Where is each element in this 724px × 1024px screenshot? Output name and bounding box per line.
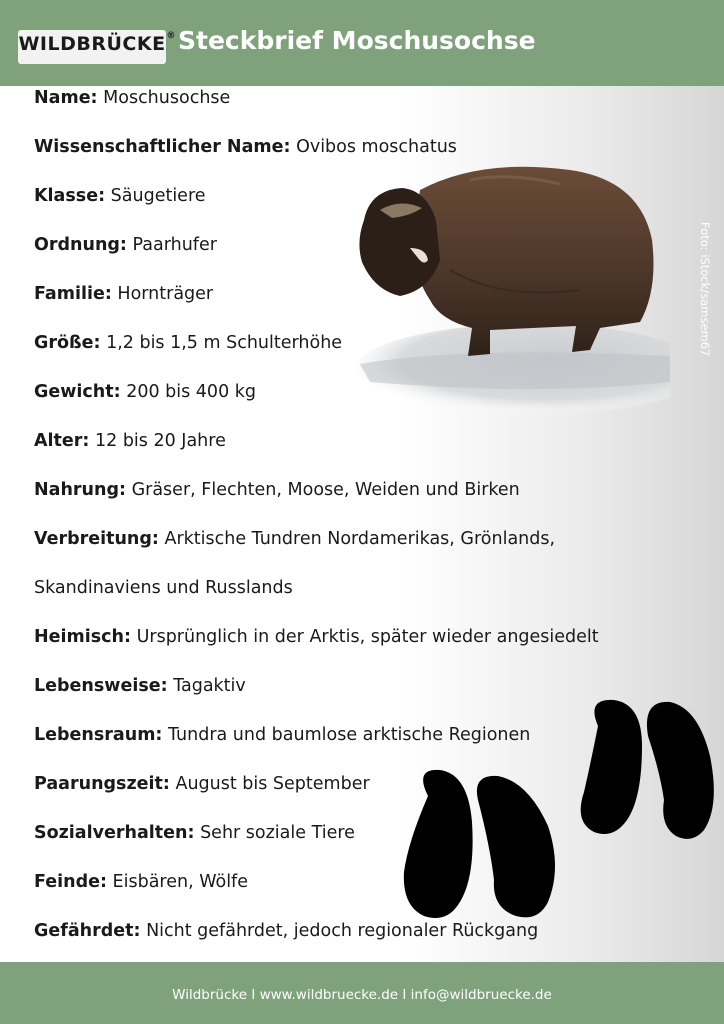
- musk-ox-photo: [340, 150, 670, 420]
- page-title: Steckbrief Moschusochse: [178, 26, 536, 55]
- header-bar: [0, 0, 724, 86]
- fact-diet: Nahrung: Gräser, Flechten, Moose, Weiden und Birken: [34, 480, 520, 500]
- fact-distribution: Verbreitung: Arktische Tundren Nordamerikas, Grönlands,: [34, 529, 556, 549]
- fact-family: Familie: Hornträger: [34, 284, 214, 304]
- fact-lifestyle: Lebensweise: Tagaktiv: [34, 676, 246, 696]
- fact-social-behavior: Sozialverhalten: Sehr soziale Tiere: [34, 823, 355, 843]
- fact-distribution-continued: Skandinaviens und Russlands: [34, 578, 293, 598]
- fact-habitat: Lebensraum: Tundra und baumlose arktische Regionen: [34, 725, 531, 745]
- hoof-print-icon: [398, 696, 724, 926]
- fact-native: Heimisch: Ursprünglich in der Arktis, später wieder angesiedelt: [34, 627, 599, 647]
- fact-order: Ordnung: Paarhufer: [34, 235, 217, 255]
- fact-scientific-name: Wissenschaftlicher Name: Ovibos moschatus: [34, 137, 457, 157]
- logo-text: WILDBRÜCKE ®: [18, 31, 176, 55]
- logo: [18, 30, 176, 64]
- fact-class: Klasse: Säugetiere: [34, 186, 206, 206]
- fact-endangered: Gefährdet: Nicht gefährdet, jedoch regionaler Rückgang: [34, 921, 539, 941]
- fact-enemies: Feinde: Eisbären, Wölfe: [34, 872, 248, 892]
- fact-age: Alter: 12 bis 20 Jahre: [34, 431, 226, 451]
- footer-bar: [0, 962, 724, 1024]
- fact-size: Größe: 1,2 bis 1,5 m Schulterhöhe: [34, 333, 343, 353]
- footer-contact: Wildbrücke I www.wildbruecke.de I info@wildbruecke.de: [172, 987, 552, 1003]
- fact-mating-season: Paarungszeit: August bis September: [34, 774, 370, 794]
- fact-weight: Gewicht: 200 bis 400 kg: [34, 382, 257, 402]
- fact-name: Name: Moschusochse: [34, 88, 231, 108]
- photo-credit: Foto: iStock/samsem67: [698, 222, 712, 357]
